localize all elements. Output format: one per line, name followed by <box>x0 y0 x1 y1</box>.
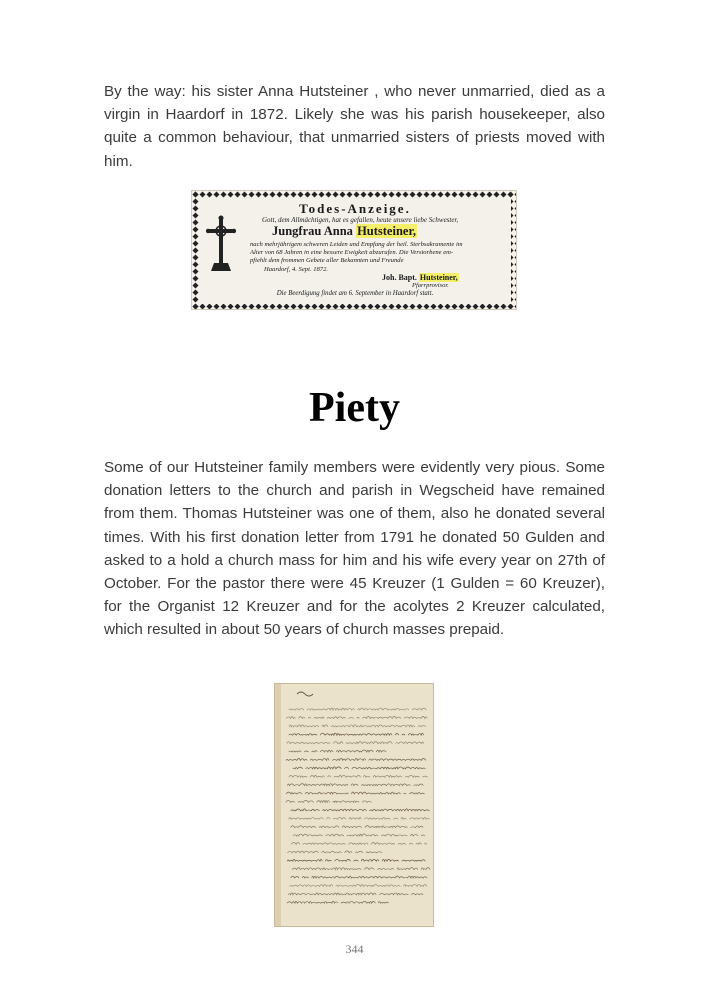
paragraph-anna-hutsteiner: By the way: his sister Anna Hutsteiner , who never unmarried, died as a virgin in Haardorf in 1872. Likely she was his parish housekeeper, also quite a common behaviour, that unmarried sisters of priests moved with him. <box>104 83 605 170</box>
section-heading: Piety <box>309 385 400 431</box>
notice-signature <box>382 273 459 282</box>
notice-body <box>250 241 514 274</box>
death-notice-clipping <box>191 190 517 310</box>
paragraph-piety: Some of our Hutsteiner family members were evidently very pious. Some donation letters to the church and parish in Wegscheid have remained from them. Thomas Hutsteiner was one of them, also he donated several times. With his first donation letter from 1791 he donated 50 Gulden and asked to a hold a church mass for him and his wife every year on 27th of October. For the pastor there were 45 Kreuzer (1 Gulden = 60 Kreuzer), for the Organist 12 Kreuzer and for the acolytes 2 Kreuzer calculated, which resulted in about 50 years of church masses prepaid. <box>104 459 605 639</box>
notice-body-line: Haardorf, 4. Sept. 1872. <box>264 265 329 273</box>
cross-icon <box>206 215 236 273</box>
notice-body-line: pfiehlt dem frommen Gebete aller Bekannten und Freunde <box>250 257 404 265</box>
notice-title: Todes-Anzeige. <box>299 201 411 216</box>
notice-body-line: Alter von 68 Jahren in eine bessere Ewigkeit abzurufen. Die Verstorbene em- <box>250 249 454 257</box>
page-number: 344 <box>345 942 364 956</box>
notice-deceased-name <box>272 224 417 239</box>
notice-name-highlight: Hutsteiner, <box>357 224 416 238</box>
handwriting-scribbles <box>275 684 434 927</box>
notice-signature-prefix: Joh. Bapt. <box>382 273 417 282</box>
handwritten-donation-letter-image <box>274 683 434 927</box>
notice-body-line: nach mehrjährigem schweren Leiden und Empfang der heil. Sterbsakramente im <box>250 241 463 248</box>
notice-intro-line: Gott, dem Allmächtigen, hat es gefallen, heute unsere liebe Schwester, <box>262 216 459 224</box>
notice-signature-highlight: Hutsteiner, <box>419 273 458 282</box>
notice-footer: Die Beerdigung findet am 6. September in Haardorf statt. <box>276 290 434 297</box>
notice-signature-title: Pfarrprovisor. <box>412 282 449 289</box>
notice-name-prefix: Jungfrau Anna <box>272 224 353 238</box>
